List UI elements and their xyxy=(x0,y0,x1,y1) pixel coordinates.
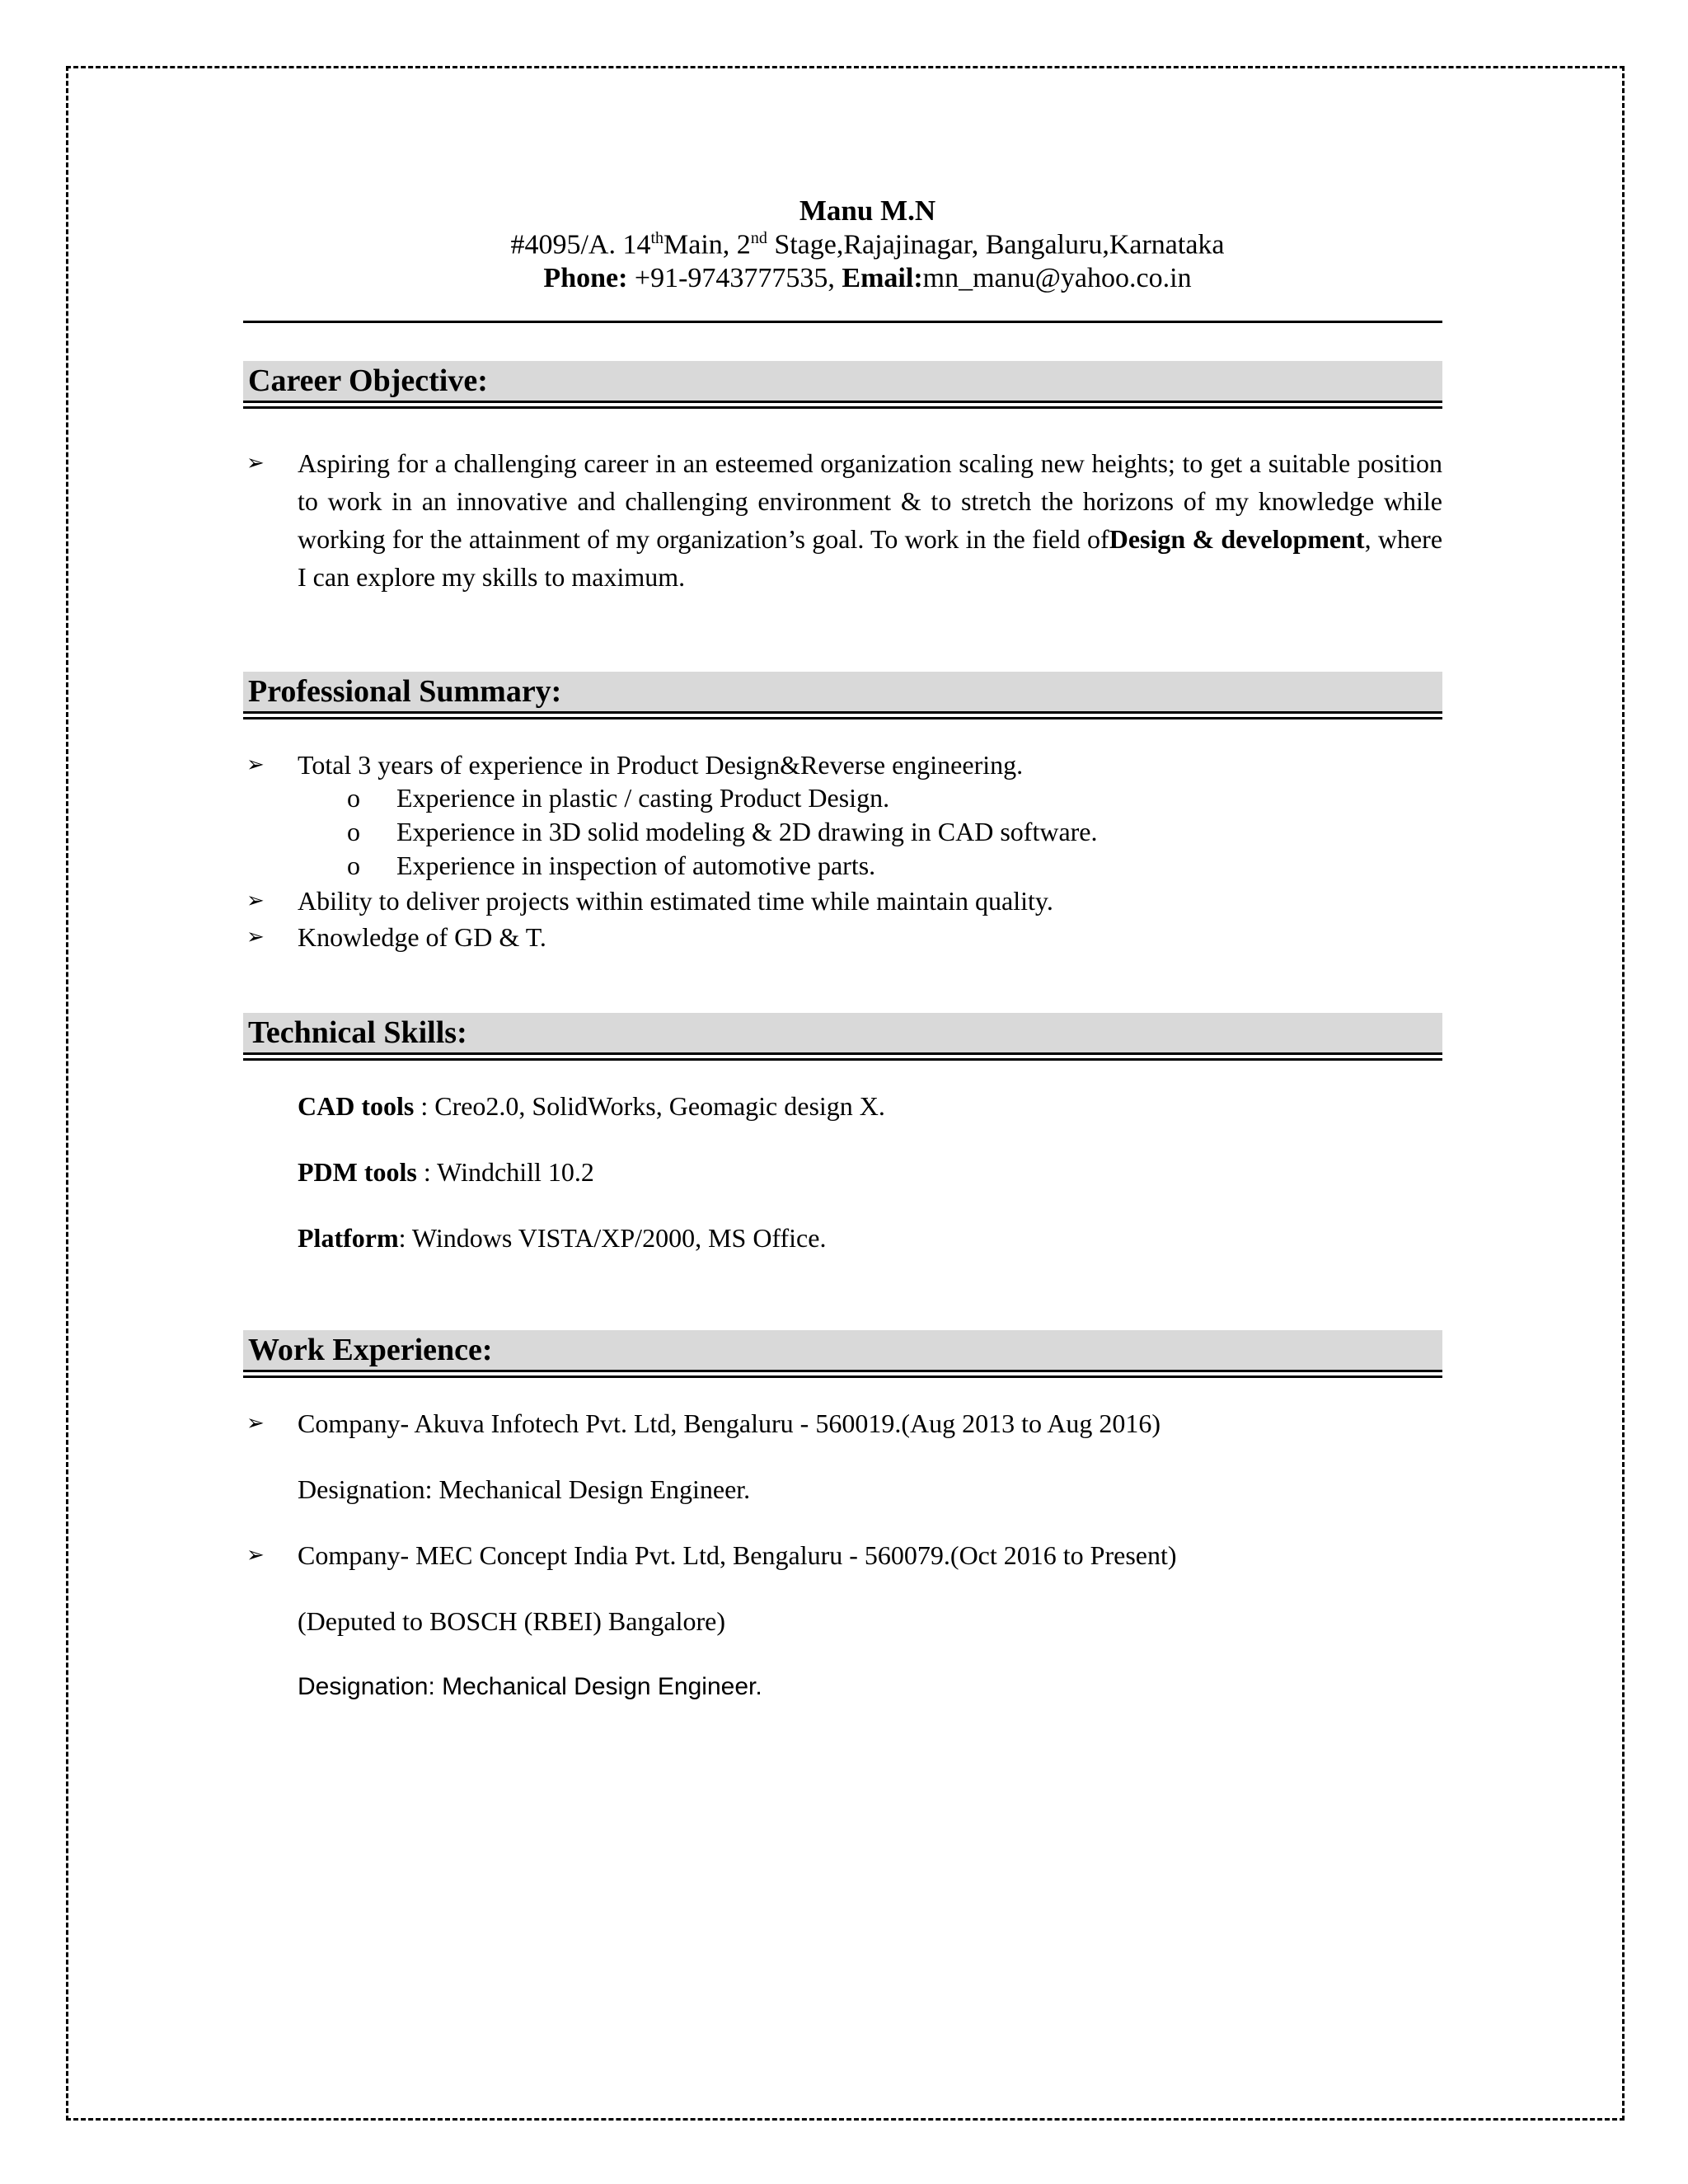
objective-text-start: Aspiring for a challenging career in an esteemed organization scaling new heights; to get a suitable position to work in an innovative and challenging environment & to stretch the horizons of my knowledge while working for the attainment of my organization’s goal. To work in the field of xyxy=(298,448,1442,554)
cad-tools-label: CAD tools xyxy=(298,1090,415,1121)
summary-sub-list xyxy=(243,781,1442,883)
arrow-bullet-icon: ➢ xyxy=(246,752,265,777)
summary-sub-item-text: Experience in 3D solid modeling & 2D drawing in CAD software. xyxy=(396,816,1098,846)
cad-tools-value: : Creo2.0, SolidWorks, Geomagic design X. xyxy=(414,1090,885,1121)
arrow-bullet-icon: ➢ xyxy=(246,450,265,476)
phone-value: +91-9743777535, xyxy=(627,263,842,294)
arrow-bullet-icon: ➢ xyxy=(246,1410,265,1436)
professional-summary-section xyxy=(243,672,1442,955)
address-part-1: #4095/A. 14 xyxy=(510,229,651,260)
resume-content xyxy=(243,194,1442,1704)
circle-bullet-icon: o xyxy=(347,850,360,880)
summary-item-text: Total 3 years of experience in Product Design&Reverse engineering. xyxy=(298,749,1024,780)
designation-row: Designation: Mechanical Design Engineer. xyxy=(298,1474,751,1504)
summary-sub-item xyxy=(243,781,1442,815)
professional-summary-list-continued xyxy=(243,883,1442,955)
company-item xyxy=(243,1407,1442,1440)
candidate-address xyxy=(293,228,1442,262)
cad-tools-row xyxy=(243,1090,1442,1122)
summary-item-text: Knowledge of GD & T. xyxy=(298,921,546,952)
objective-text-end: , where I can explore my skills to maximum. xyxy=(298,523,1443,592)
pdm-tools-row xyxy=(243,1155,1442,1188)
summary-sub-item-text: Experience in plastic / casting Product Design. xyxy=(396,782,890,813)
arrow-bullet-icon: ➢ xyxy=(246,924,265,949)
address-sup-2: nd xyxy=(750,229,767,247)
career-objective-item xyxy=(243,444,1442,596)
resume-header xyxy=(243,194,1442,296)
circle-bullet-icon: o xyxy=(347,816,360,846)
phone-label: Phone: xyxy=(543,263,628,294)
designation-row: Designation: Mechanical Design Engineer. xyxy=(298,1672,762,1700)
arrow-bullet-icon: ➢ xyxy=(246,1542,265,1568)
summary-item xyxy=(243,883,1442,919)
summary-sub-item xyxy=(243,815,1442,849)
candidate-contact xyxy=(293,262,1442,296)
candidate-name: Manu M.N xyxy=(799,194,936,227)
professional-summary-list xyxy=(243,748,1442,781)
work-experience-section xyxy=(243,1330,1442,1704)
platform-label: Platform xyxy=(298,1222,399,1253)
company-item xyxy=(243,1539,1442,1572)
objective-text-bold: Design & development xyxy=(1109,523,1365,554)
professional-summary-heading: Professional Summary: xyxy=(243,672,1442,714)
company-text: Company- MEC Concept India Pvt. Ltd, Bengaluru - 560079.(Oct 2016 to Present) xyxy=(298,1540,1177,1570)
pdm-tools-label: PDM tools xyxy=(298,1156,417,1187)
header-divider xyxy=(243,321,1442,323)
circle-bullet-icon: o xyxy=(347,782,360,813)
work-experience-heading: Work Experience: xyxy=(243,1330,1442,1372)
summary-item-text: Ability to deliver projects within estimated time while maintain quality. xyxy=(298,885,1053,916)
address-part-2: Main, 2 xyxy=(663,229,751,260)
work-experience-list xyxy=(243,1407,1442,1440)
company-text: Company- Akuva Infotech Pvt. Ltd, Bengaluru - 560019.(Aug 2013 to Aug 2016) xyxy=(298,1408,1160,1438)
arrow-bullet-icon: ➢ xyxy=(246,888,265,913)
technical-skills-heading: Technical Skills: xyxy=(243,1013,1442,1055)
platform-row xyxy=(243,1221,1442,1254)
summary-item xyxy=(243,748,1442,781)
career-objective-list xyxy=(243,444,1442,596)
summary-item xyxy=(243,919,1442,955)
deputed-row: (Deputed to BOSCH (RBEI) Bangalore) xyxy=(298,1605,726,1636)
summary-sub-item-text: Experience in inspection of automotive parts. xyxy=(396,850,876,880)
email-label: Email: xyxy=(842,263,923,294)
career-objective-heading: Career Objective: xyxy=(243,361,1442,403)
pdm-tools-value: : Windchill 10.2 xyxy=(416,1156,594,1187)
career-objective-section xyxy=(243,361,1442,596)
technical-skills-section xyxy=(243,1013,1442,1254)
work-experience-list-2 xyxy=(243,1539,1442,1572)
address-sup-1: th xyxy=(650,229,664,247)
platform-value: : Windows VISTA/XP/2000, MS Office. xyxy=(398,1222,827,1253)
address-part-3: Stage,Rajajinagar, Bangaluru,Karnataka xyxy=(767,229,1225,260)
summary-sub-item xyxy=(243,849,1442,883)
email-value: mn_manu@yahoo.co.in xyxy=(922,263,1192,294)
